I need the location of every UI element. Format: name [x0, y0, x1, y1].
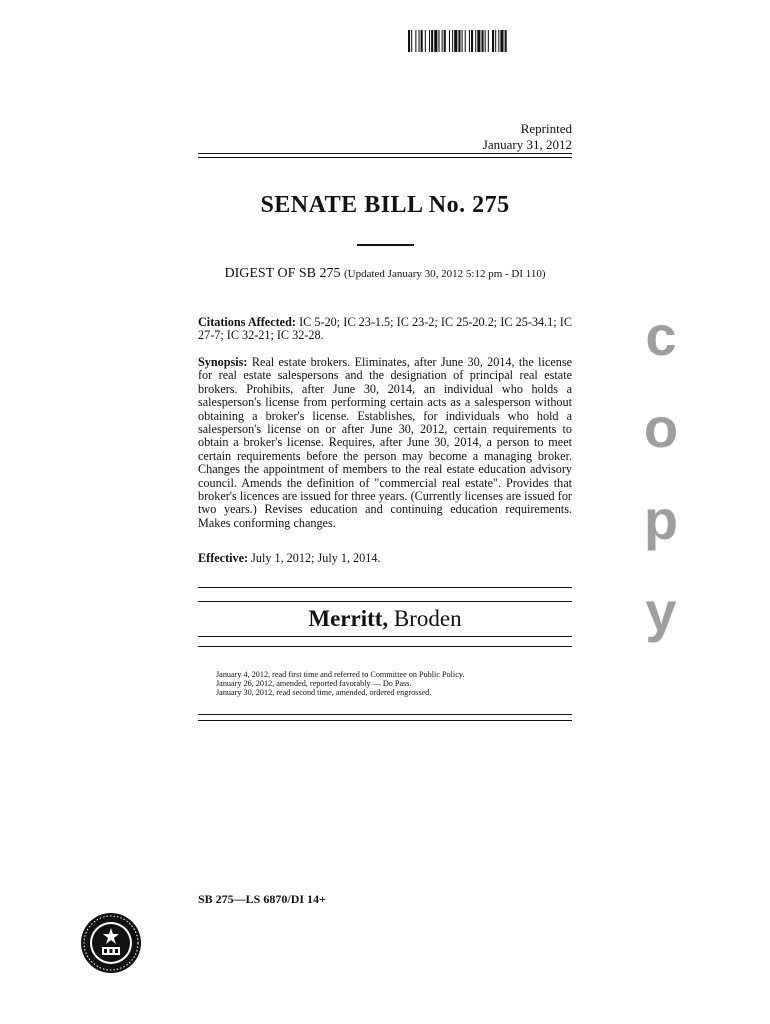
barcode-bar [444, 30, 446, 52]
barcode-bar [438, 30, 439, 52]
citations-label: Citations Affected: [198, 315, 296, 329]
history-entry: January 30, 2012, read second time, amended, ordered engrossed. [216, 688, 432, 698]
barcode-bar [452, 30, 453, 52]
bill-footer-id: SB 275—LS 6870/DI 14+ [198, 892, 326, 906]
barcode-bar [429, 30, 430, 52]
barcode-bar [462, 30, 463, 52]
barcode-bar [469, 30, 470, 52]
citations-text: IC 5-20; IC 23-1.5; IC 23-2; IC 25-20.2; IC 25-34.1; IC 27-7; IC 32-21; IC 32-28. [198, 315, 572, 343]
effective-dates [198, 552, 572, 565]
barcode-bar [495, 30, 496, 52]
barcode [408, 30, 588, 52]
barcode-bar [471, 30, 473, 52]
watermark-letter: y [645, 580, 677, 643]
digest-updated: (Updated January 30, 2012 5:12 pm - DI 110) [344, 268, 546, 280]
copy-watermark [626, 290, 696, 658]
reprint-label: Reprinted [520, 121, 572, 136]
author-primary: Merritt, [308, 606, 389, 631]
barcode-bar [411, 30, 412, 52]
header-rule-bottom [198, 157, 572, 158]
citations-affected [198, 316, 572, 343]
barcode-bar [421, 30, 423, 52]
barcode-bar [425, 30, 426, 52]
barcode-bar [458, 30, 460, 52]
title-underline [357, 244, 414, 246]
history-entry: January 26, 2012, amended, reported favorably — Do Pass. [216, 679, 412, 689]
state-seal-icon [80, 912, 142, 974]
effective-label: Effective: [198, 551, 249, 565]
barcode-bar [475, 30, 476, 52]
effective-text: July 1, 2012; July 1, 2014. [251, 551, 381, 565]
barcode-bar [408, 30, 410, 52]
barcode-bar [465, 30, 466, 52]
synopsis-label: Synopsis: [198, 355, 248, 369]
barcode-bar [454, 30, 457, 52]
barcode-bar [500, 30, 503, 52]
history-rule-2 [198, 720, 572, 721]
barcode-bar [482, 30, 484, 52]
watermark-letter: p [643, 488, 679, 551]
barcode-bar [477, 30, 480, 52]
legislative-history [216, 670, 464, 698]
authors-rule-1 [198, 587, 572, 588]
bill-title: SENATE BILL No. 275 [260, 192, 510, 218]
barcode-bar [434, 30, 437, 52]
barcode-bar [498, 30, 499, 52]
watermark-letter: o [643, 396, 679, 459]
barcode-bar [485, 30, 486, 52]
barcode-bar [415, 30, 416, 52]
authors-rule-4 [198, 646, 572, 647]
bill-authors [198, 606, 572, 632]
barcode-bar [449, 30, 450, 52]
synopsis-text: Real estate brokers. Eliminates, after June 30, 2014, the license for real estate salespersons and the designation of principal real estate brokers. Prohibits, after June 30, 2014, an individual who holds a salesperson's license from performing certain acts as a salesperson without obtaining a broker's license. Establishes, for individuals who hold a salesperson's license on or after June 30, 2012, certain requirements to obtain a broker's license. Requires, after June 30, 2014, a person to meet certain requirements before the person may become a managing broker. Changes the appointment of members to the real estate education advisory council. Amends the definition of "commercial real estate". Provides that broker's licences are issued for three years. (Currently licenses are issued for two years.) Revises education and continuing education requirements. Makes conforming changes. [198, 355, 573, 530]
barcode-bar [419, 30, 420, 52]
synopsis [198, 356, 572, 530]
barcode-bar [442, 30, 443, 52]
history-rule-1 [198, 714, 572, 715]
authors-rule-2 [198, 601, 572, 602]
barcode-bar [488, 30, 489, 52]
barcode-bar [431, 30, 433, 52]
barcode-bar [492, 30, 494, 52]
barcode-bar [505, 30, 507, 52]
authors-rule-3 [198, 636, 572, 637]
digest-main: DIGEST OF SB 275 [224, 266, 341, 281]
digest-heading [198, 266, 572, 282]
watermark-letter: c [645, 304, 677, 367]
author-secondary: Broden [393, 606, 462, 631]
header-rule-top [198, 153, 572, 154]
reprint-date: January 31, 2012 [482, 137, 572, 152]
history-entry: January 4, 2012, read first time and referred to Committee on Public Policy. [216, 670, 465, 679]
